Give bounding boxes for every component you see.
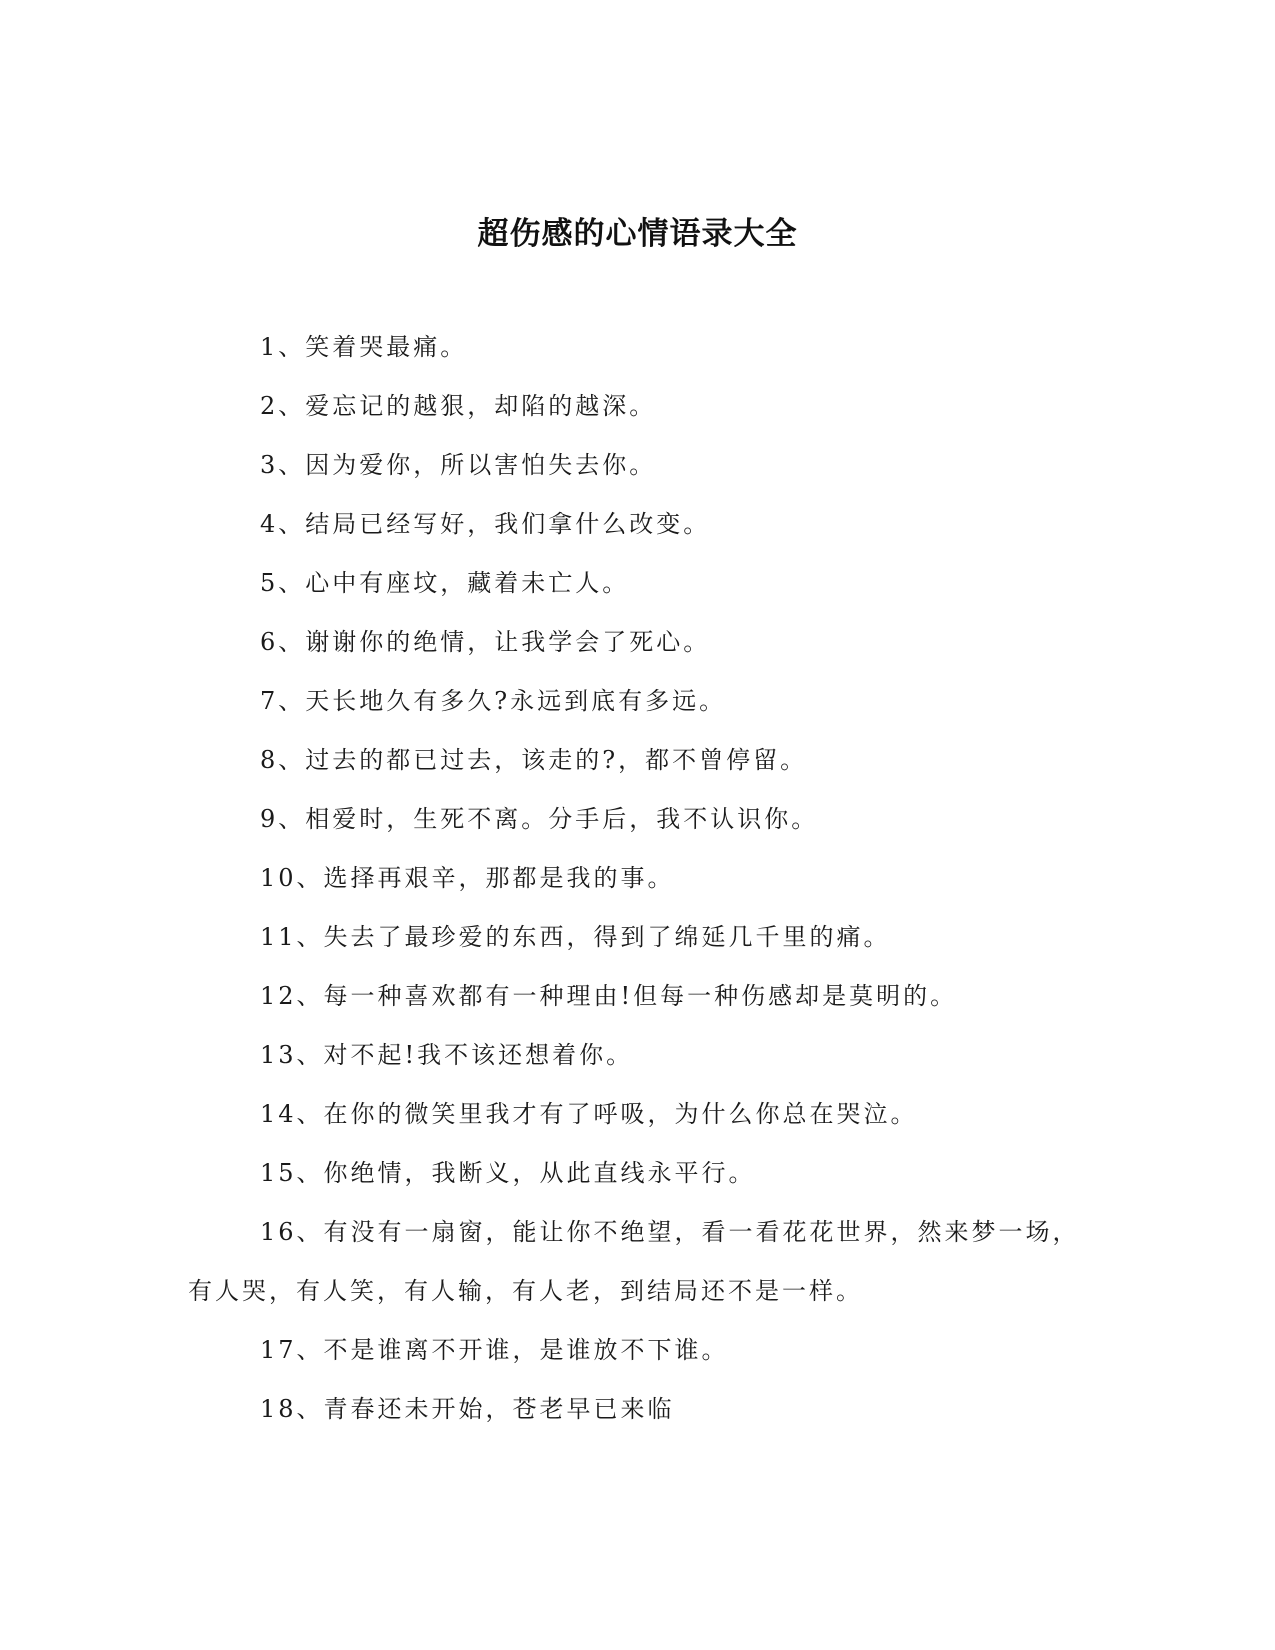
list-item: 8、过去的都已过去，该走的?，都不曾停留。 [260,746,808,774]
list-item: 17、不是谁离不开谁，是谁放不下谁。 [260,1336,729,1364]
list-item: 14、在你的微笑里我才有了呼吸，为什么你总在哭泣。 [260,1100,918,1128]
list-item: 18、青春还未开始，苍老早已来临 [260,1395,675,1423]
list-item: 16、有没有一扇窗，能让你不绝望，看一看花花世界，然来梦一场，有人哭，有人笑，有人输，有人老，到结局还不是一样。 [188,1218,1080,1305]
list-item: 15、你绝情，我断义，从此直线永平行。 [260,1159,756,1187]
list-item: 10、选择再艰辛，那都是我的事。 [260,864,675,892]
list-item: 3、因为爱你，所以害怕失去你。 [260,451,657,479]
list-item: 2、爱忘记的越狠，却陷的越深。 [260,392,657,420]
list-item: 6、谢谢你的绝情，让我学会了死心。 [260,628,711,656]
list-item: 11、失去了最珍爱的东西，得到了绵延几千里的痛。 [260,923,891,951]
list-item: 12、每一种喜欢都有一种理由!但每一种伤感却是莫明的。 [260,982,958,1010]
list-item: 4、结局已经写好，我们拿什么改变。 [260,510,711,538]
list-item: 1、笑着哭最痛。 [260,333,468,361]
quote-list [188,318,1088,1439]
page-title: 超伤感的心情语录大全 [477,216,798,252]
list-item: 13、对不起!我不该还想着你。 [260,1041,634,1069]
list-item: 7、天长地久有多久?永远到底有多远。 [260,687,727,715]
list-item: 9、相爱时，生死不离。分手后，我不认识你。 [260,805,819,833]
list-item: 5、心中有座坟，藏着未亡人。 [260,569,630,597]
